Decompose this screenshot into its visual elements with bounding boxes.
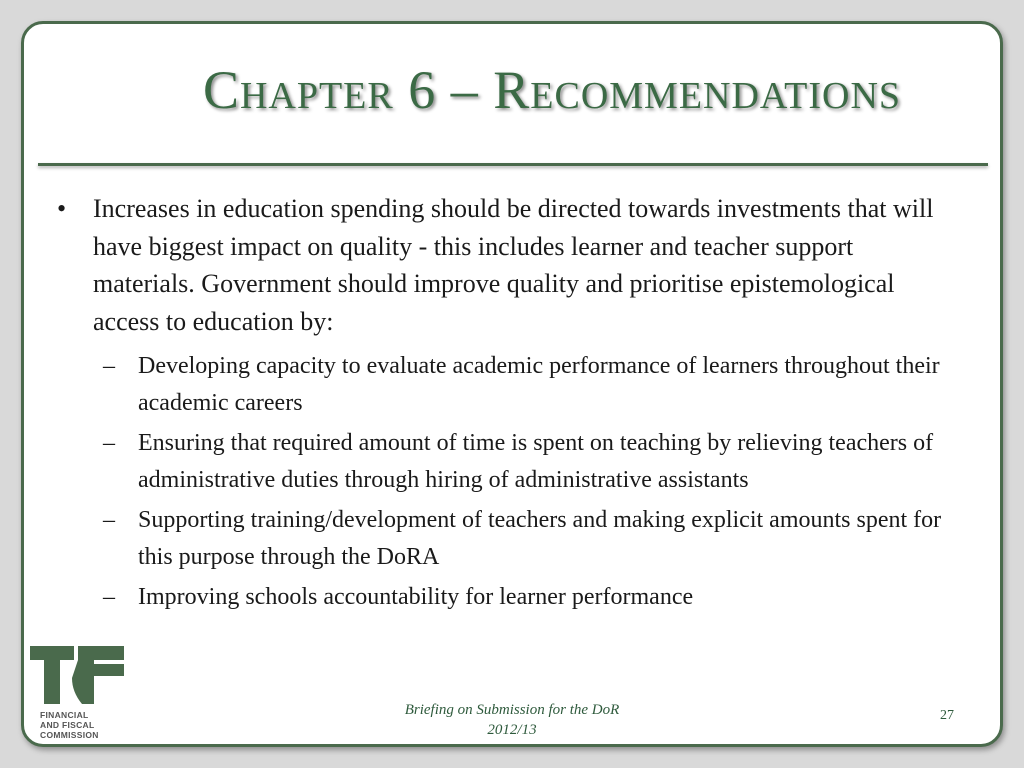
bullet-icon: •: [57, 194, 67, 223]
footer-caption: [362, 700, 662, 740]
dash-icon: –: [103, 430, 115, 456]
sub-bullet-item: [55, 425, 955, 498]
sub-bullet-text: Supporting training/development of teachers and making explicit amounts spent for this purpose through the DoRA: [138, 507, 942, 570]
sub-bullet-item: [55, 348, 955, 421]
logo-line: COMMISSION: [40, 730, 99, 740]
footer-line-1: Briefing on Submission for the DoR: [404, 702, 620, 718]
title-divider: [38, 163, 988, 166]
footer-line-2: 2012/13: [487, 722, 537, 738]
logo-text: [40, 710, 99, 740]
logo-line: AND FISCAL: [40, 720, 95, 730]
sub-bullet-item: [55, 502, 955, 575]
slide-content: [55, 190, 955, 620]
dash-icon: –: [103, 353, 115, 379]
page-number: 27: [940, 708, 954, 723]
logo-line: FINANCIAL: [40, 710, 89, 720]
dash-icon: –: [103, 507, 115, 533]
sub-bullet-text: Improving schools accountability for learner performance: [138, 584, 694, 610]
sub-bullet-text: Developing capacity to evaluate academic performance of learners throughout their academic careers: [138, 353, 940, 416]
dash-icon: –: [103, 584, 115, 610]
sub-bullet-list: [55, 348, 955, 616]
main-bullet: [55, 190, 955, 340]
slide-title: Chapter 6 – Recommendations: [202, 60, 902, 120]
sub-bullet-item: [55, 579, 955, 616]
main-bullet-text: Increases in education spending should be directed towards investments that will have biggest impact on quality - this includes learner and teacher support materials. Government should improve quality and prioritise epistemological access to education by:: [93, 194, 934, 336]
sub-bullet-text: Ensuring that required amount of time is spent on teaching by relieving teachers of administrative duties through hiring of administrative assistants: [138, 430, 934, 493]
